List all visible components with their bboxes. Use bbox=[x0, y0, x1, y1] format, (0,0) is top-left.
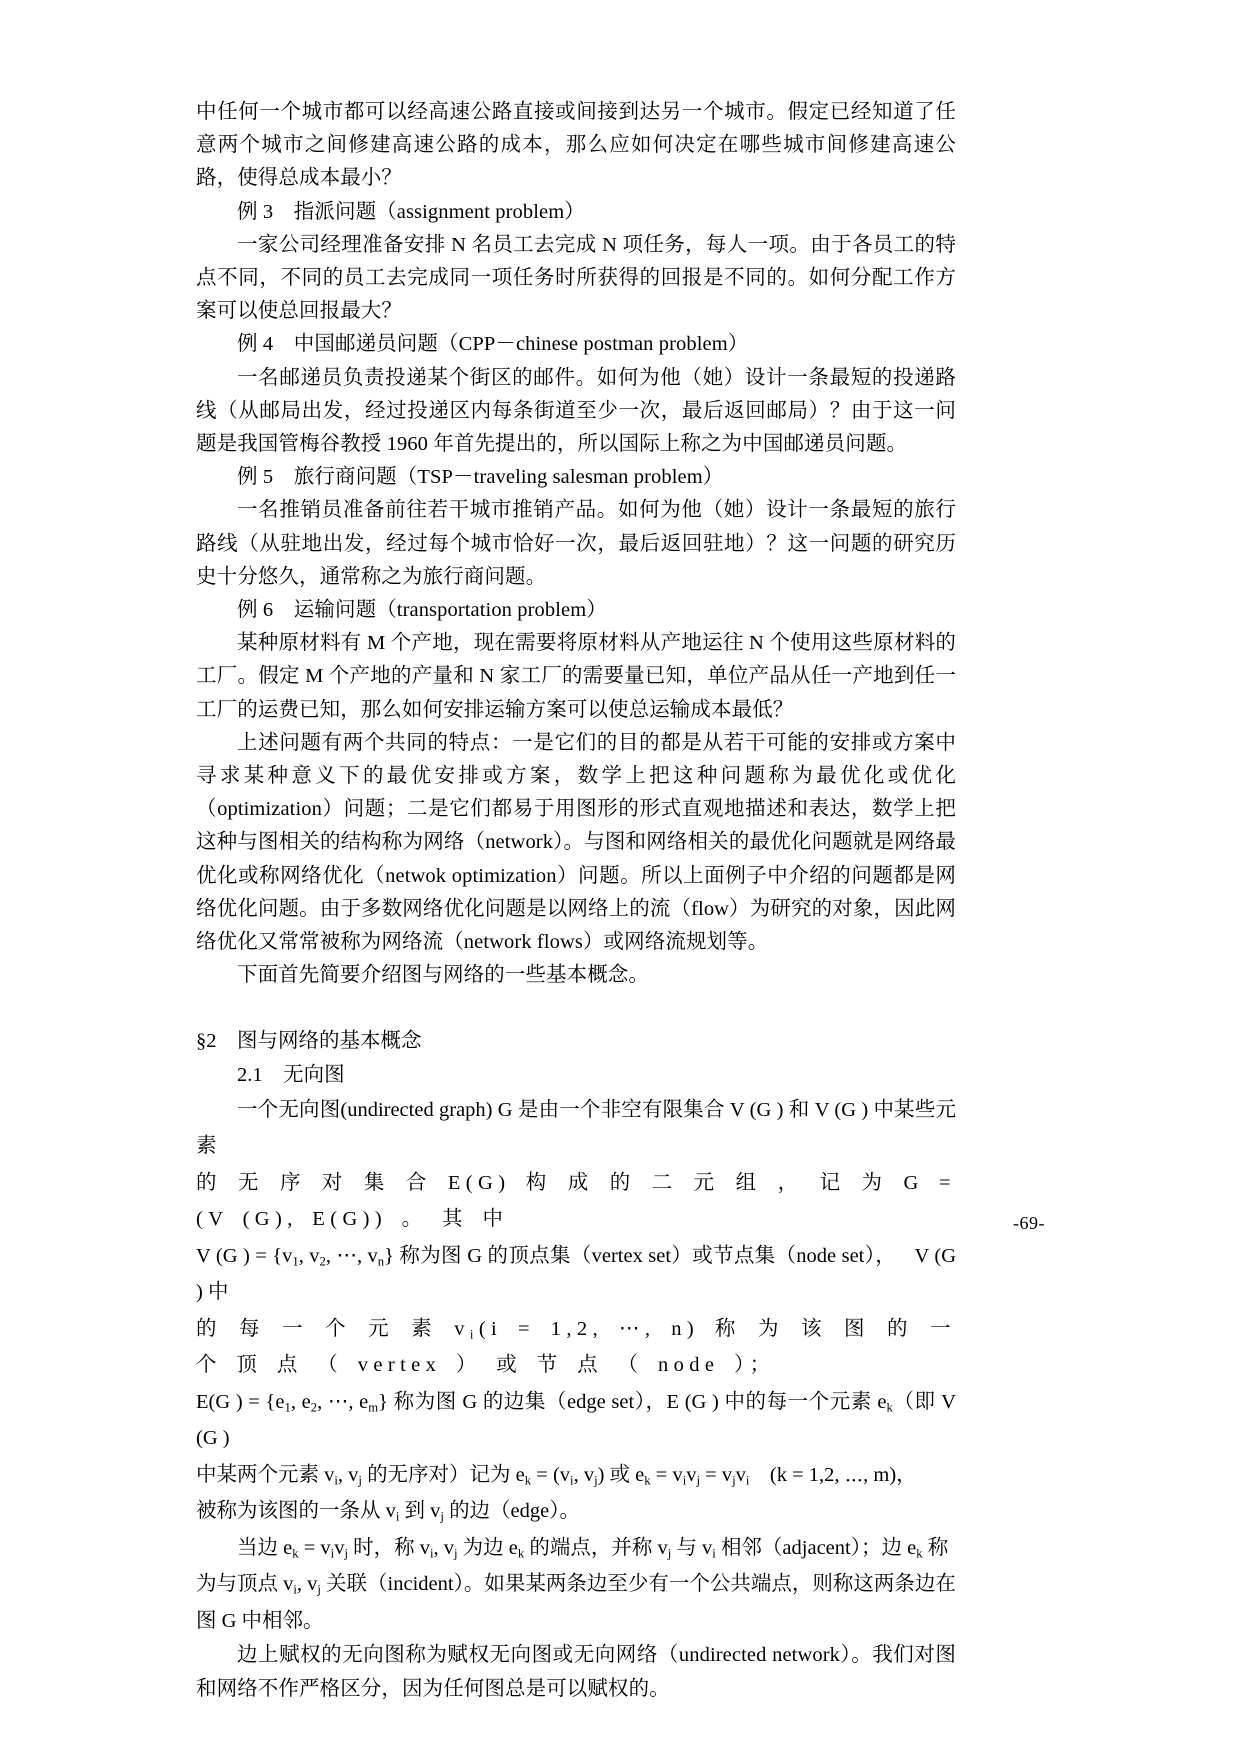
edge-pair-lead: 中某两个元素 v bbox=[196, 1463, 335, 1486]
definition-line-7 bbox=[196, 1493, 956, 1530]
adjacency-with: 与 v bbox=[671, 1536, 713, 1559]
vertex-element-lead: 的 每 一 个 元 素 v bbox=[196, 1317, 470, 1340]
adjacency-line-3: 图 G 中相邻。 bbox=[196, 1609, 324, 1632]
adjacency-line-2 bbox=[196, 1566, 956, 1603]
sub-2: 2 bbox=[310, 1400, 318, 1415]
next-section-intro: 下面首先简要介绍图与网络的一些基本概念。 bbox=[237, 964, 649, 987]
sub-j: j bbox=[440, 1509, 444, 1524]
section-heading-2: §2 图与网络的基本概念 bbox=[196, 1030, 422, 1053]
edge-pair-eq: = (v bbox=[531, 1463, 571, 1486]
sub-j: j bbox=[454, 1546, 458, 1561]
edge-pair-v2: v bbox=[686, 1463, 697, 1486]
sub-j: j bbox=[732, 1473, 736, 1488]
sub-i: i bbox=[334, 1473, 338, 1488]
definition-line-1: 一个无向图(undirected graph) G 是由一个非空有限集合 V (G ) 和 V (G ) 中某些元素 bbox=[196, 1098, 956, 1158]
sub-i: i bbox=[469, 1327, 479, 1342]
definition-line-6 bbox=[196, 1457, 956, 1494]
example-4-body: 一名邮递员负责投递某个街区的邮件。如何为他（她）设计一条最短的投递路线（从邮局出发，经过投递区内每条街道至少一次，最后返回邮局）？由于这一问题是我国管梅谷教授 1960 年首先提出的，所以国际上称之为中国邮递员问题。 bbox=[196, 366, 956, 456]
sub-j: j bbox=[317, 1582, 321, 1597]
edge-desc-lead: 被称为该图的一条从 v bbox=[196, 1500, 396, 1523]
subsection-heading-2-1: 2.1 无向图 bbox=[237, 1063, 345, 1086]
example-6-title: 例 6 运输问题（transportation problem） bbox=[237, 599, 607, 622]
sub-k: k bbox=[916, 1546, 923, 1561]
sub-i: i bbox=[330, 1546, 335, 1561]
sub-i: i bbox=[293, 1582, 297, 1597]
edge-desc-mid: 到 v bbox=[399, 1500, 441, 1523]
example-5-title: 例 5 旅行商问题（TSP－traveling salesman problem） bbox=[237, 466, 724, 489]
vertex-element-desc: (i = 1,2, ⋯, n) 称 为 该 图 的 一 个 顶 点 （ vertex ） 或 节 点 （ node ）； bbox=[196, 1317, 956, 1377]
example-6-body: 某种原材料有 M 个产地，现在需要将原材料从产地运往 N 个使用这些原材料的工厂。假定 M 个产地的产量和 N 家工厂的需要量已知，单位产品从任一产地到任一工厂的运费已知，那么如何安排运输方案可以使总运输成本最低？ bbox=[196, 632, 956, 721]
sub-k: k bbox=[517, 1546, 525, 1561]
sub-1: 1 bbox=[284, 1400, 291, 1415]
incident-sep: , v bbox=[296, 1573, 318, 1596]
edge-set-sep1: , e bbox=[290, 1390, 311, 1413]
edge-set-sep2: , ⋯, e bbox=[317, 1390, 369, 1413]
adjacency-sep: , v bbox=[433, 1536, 454, 1559]
definition-line-5 bbox=[196, 1384, 956, 1457]
page-content bbox=[196, 96, 956, 1706]
edge-pair-eq2: = v bbox=[650, 1463, 683, 1486]
edge-desc-tail: 的边（edge）。 bbox=[443, 1500, 581, 1523]
sub-i: i bbox=[712, 1546, 716, 1561]
sub-k: k bbox=[292, 1546, 299, 1561]
sub-k: k bbox=[524, 1473, 532, 1488]
sub-i: i bbox=[429, 1546, 434, 1561]
page-number: -69- bbox=[1013, 1213, 1045, 1233]
edge-pair-or: ) 或 e bbox=[597, 1463, 645, 1486]
final-paragraph: 边上赋权的无向图称为赋权无向图或无向网络（undirected network）。我们对图和网络不作严格区分，因为任何图总是可以赋权的。 bbox=[196, 1644, 956, 1700]
vertex-set-formula: V (G ) = {v bbox=[196, 1244, 293, 1267]
sub-j: j bbox=[594, 1473, 598, 1488]
edge-set-formula: E(G ) = {e bbox=[196, 1390, 285, 1413]
example-3-body: 一家公司经理准备安排 N 名员工去完成 N 项任务，每人一项。由于各员工的特点不同，不同的员工去完成同一项任务时所获得的回报是不同的。如何分配工作方案可以使总回报最大？ bbox=[196, 233, 956, 323]
adjacency-lead: 当边 e bbox=[237, 1536, 293, 1559]
sub-j: j bbox=[344, 1546, 348, 1561]
sub-k: k bbox=[644, 1473, 651, 1488]
adjacency-when: 时，称 v bbox=[347, 1536, 430, 1559]
adjacency-term: 相邻（adjacent）；边 e bbox=[715, 1536, 917, 1559]
sub-2: 2 bbox=[319, 1254, 326, 1269]
example-4-title: 例 4 中国邮递员问题（CPP－chinese postman problem） bbox=[237, 333, 749, 356]
edge-pair-mid: 的无序对）记为 e bbox=[361, 1463, 525, 1486]
sub-i: i bbox=[570, 1473, 574, 1488]
incident-lead: 为与顶点 v bbox=[196, 1573, 294, 1596]
adjacency-eq: = v bbox=[298, 1536, 331, 1559]
sub-k: k bbox=[886, 1400, 893, 1415]
edge-pair-eq3: = v bbox=[700, 1463, 733, 1486]
sub-j: j bbox=[358, 1473, 362, 1488]
summary-paragraph: 上述问题有两个共同的特点：一是它们的目的都是从若干可能的安排或方案中寻求某种意义下的最优安排或方案，数学上把这种问题称为最优化或优化（optimization）问题；二是它们都易于用图形的形式直观地描述和表达，数学上把这种与图相关的结构称为网络（network）。与图和网络相关的最优化问题就是网络最优化或称网络优化（netwok optimization）问题。所以上面例子中介绍的问题都是网络优化问题。由于多数网络优化问题是以网络上的流（flow）为研究的对象，因此网络优化又常常被称为网络流（network flows）或网络流规划等。 bbox=[196, 731, 956, 954]
sub-j: j bbox=[696, 1473, 701, 1488]
section-spacer bbox=[196, 992, 956, 1025]
edge-pair-v3: v bbox=[735, 1463, 746, 1486]
definition-line-2: 的 无 序 对 集 合 E(G) 构 成 的 二 元 组 ， 记 为 G = (V (G), E(G)) 。 其 中 bbox=[196, 1171, 956, 1231]
example-3-title: 例 3 指派问题（assignment problem） bbox=[237, 200, 585, 223]
sub-i: i bbox=[682, 1473, 687, 1488]
edge-set-desc: } 称为图 G 的边集（edge set），E (G ) 中的每一个元素 e bbox=[378, 1390, 887, 1413]
example-5-body: 一名推销员准备前往若干城市推销产品。如何为他（她）设计一条最短的旅行路线（从驻地出发，经过每个城市恰好一次，最后返回驻地）？这一问题的研究历史十分悠久，通常称之为旅行商问题。 bbox=[196, 499, 956, 588]
sub-n: n bbox=[377, 1254, 385, 1269]
paragraph-intro-continued: 中任何一个城市都可以经高速公路直接或间接到达另一个城市。假定已经知道了任意两个城市之间修建高速公路的成本，那么应如何决定在哪些城市间修建高速公路，使得总成本最小？ bbox=[196, 101, 956, 190]
edge-pair-sep2: , v bbox=[573, 1463, 595, 1486]
edge-set-tail: （即 V (G ) bbox=[196, 1390, 956, 1450]
edge-pair-range: (k = 1,2, ⋯, m)， bbox=[749, 1463, 917, 1486]
vertex-set-tail: V (G ) 中 bbox=[196, 1244, 957, 1304]
adjacency-edge: 为边 e bbox=[457, 1536, 518, 1559]
sub-i: i bbox=[745, 1473, 750, 1488]
edge-pair-sep1: , v bbox=[337, 1463, 359, 1486]
sub-j: j bbox=[667, 1546, 672, 1561]
vertex-set-sep2: , ⋯, v bbox=[325, 1244, 378, 1267]
definition-line-4 bbox=[196, 1311, 956, 1384]
adjacency-tail: 称 bbox=[922, 1536, 949, 1559]
definition-line-3 bbox=[196, 1238, 956, 1311]
vertex-set-sep1: , v bbox=[298, 1244, 320, 1267]
adjacency-line-1 bbox=[196, 1530, 956, 1567]
sub-m: m bbox=[368, 1400, 379, 1415]
vertex-set-desc: } 称为图 G 的顶点集（vertex set）或节点集（node set）， bbox=[384, 1244, 897, 1267]
sub-1: 1 bbox=[292, 1254, 299, 1269]
adjacency-endpoint: 的端点，并称 v bbox=[524, 1536, 668, 1559]
sub-i: i bbox=[395, 1509, 400, 1524]
adjacency-v2: v bbox=[334, 1536, 345, 1559]
incident-desc: 关联（incident）。如果某两条边至少有一个公共端点，则称这两条边在 bbox=[320, 1573, 956, 1596]
